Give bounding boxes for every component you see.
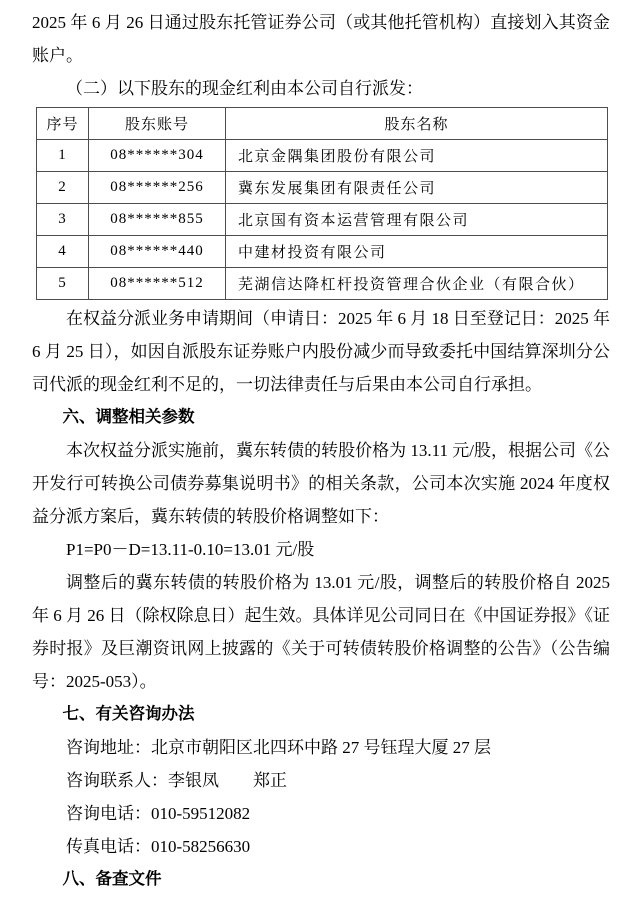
table-header-row <box>37 108 608 140</box>
contact-person-line: 咨询联系人：李银凤 郑正 <box>66 771 287 790</box>
column-header-index: 序号 <box>37 108 89 140</box>
table-row <box>37 268 608 300</box>
cell-index: 5 <box>37 268 89 300</box>
conversion-price-before-paragraph: 本次权益分派实施前，冀东转债的转股价格为 13.11 元/股，根据公司《公开发行可转换公司债券募集说明书》的相关条款，公司本次实施 2024 年度权益分派方案后，冀东转债的转股价格调整如下： <box>32 441 610 526</box>
table-row <box>37 140 608 172</box>
cell-index: 4 <box>37 236 89 268</box>
section-6-heading: 六、调整相关参数 <box>62 408 195 426</box>
conversion-price-formula: P1=P0－D=13.11-0.10=13.01 元/股 <box>66 540 315 559</box>
continuation-paragraph: 2025 年 6 月 26 日通过股东托管证券公司（或其他托管机构）直接划入其资金账户。 <box>32 13 610 65</box>
table-row <box>37 172 608 204</box>
cell-shareholder-name: 北京金隅集团股份有限公司 <box>226 140 608 172</box>
self-dispatch-shareholder-table <box>36 107 608 300</box>
column-header-account: 股东账号 <box>89 108 226 140</box>
cell-shareholder-name: 中建材投资有限公司 <box>226 236 608 268</box>
cell-index: 2 <box>37 172 89 204</box>
cell-shareholder-name: 芜湖信达降杠杆投资管理合伙企业（有限合伙） <box>226 268 608 300</box>
risk-liability-paragraph: 在权益分派业务申请期间（申请日：2025 年 6 月 18 日至登记日：2025 年 6 月 25 日），如因自派股东证券账户内股份减少而导致委托中国结算深圳分公司代派的现金红利不足的，一切法律责任与后果由本公司自行承担。 <box>32 309 610 394</box>
cell-account: 08******512 <box>89 268 226 300</box>
column-header-name: 股东名称 <box>226 108 608 140</box>
table-row <box>37 236 608 268</box>
cell-shareholder-name: 冀东发展集团有限责任公司 <box>226 172 608 204</box>
cell-account: 08******304 <box>89 140 226 172</box>
contact-phone-line: 咨询电话：010-59512082 <box>66 804 251 823</box>
contact-address-line: 咨询地址：北京市朝阳区北四环中路 27 号钰珵大厦 27 层 <box>66 738 491 757</box>
conversion-price-after-paragraph: 调整后的冀东转债的转股价格为 13.01 元/股，调整后的转股价格自 2025 年 6 月 26 日（除权除息日）起生效。具体详见公司同日在《中国证券报》《证券时报》及巨潮资讯网上披露的《关于可转债转股价格调整的公告》（公告编号：2025-053）。 <box>32 573 610 691</box>
section-8-heading: 八、备查文件 <box>62 870 162 888</box>
table-row <box>37 204 608 236</box>
cell-account: 08******256 <box>89 172 226 204</box>
cell-index: 1 <box>37 140 89 172</box>
cell-shareholder-name: 北京国有资本运营管理有限公司 <box>226 204 608 236</box>
self-dispatch-heading: （二）以下股东的现金红利由本公司自行派发： <box>66 79 423 98</box>
cell-index: 3 <box>37 204 89 236</box>
contact-fax-line: 传真电话：010-58256630 <box>66 837 251 856</box>
cell-account: 08******855 <box>89 204 226 236</box>
section-7-heading: 七、有关咨询办法 <box>62 705 195 723</box>
cell-account: 08******440 <box>89 236 226 268</box>
